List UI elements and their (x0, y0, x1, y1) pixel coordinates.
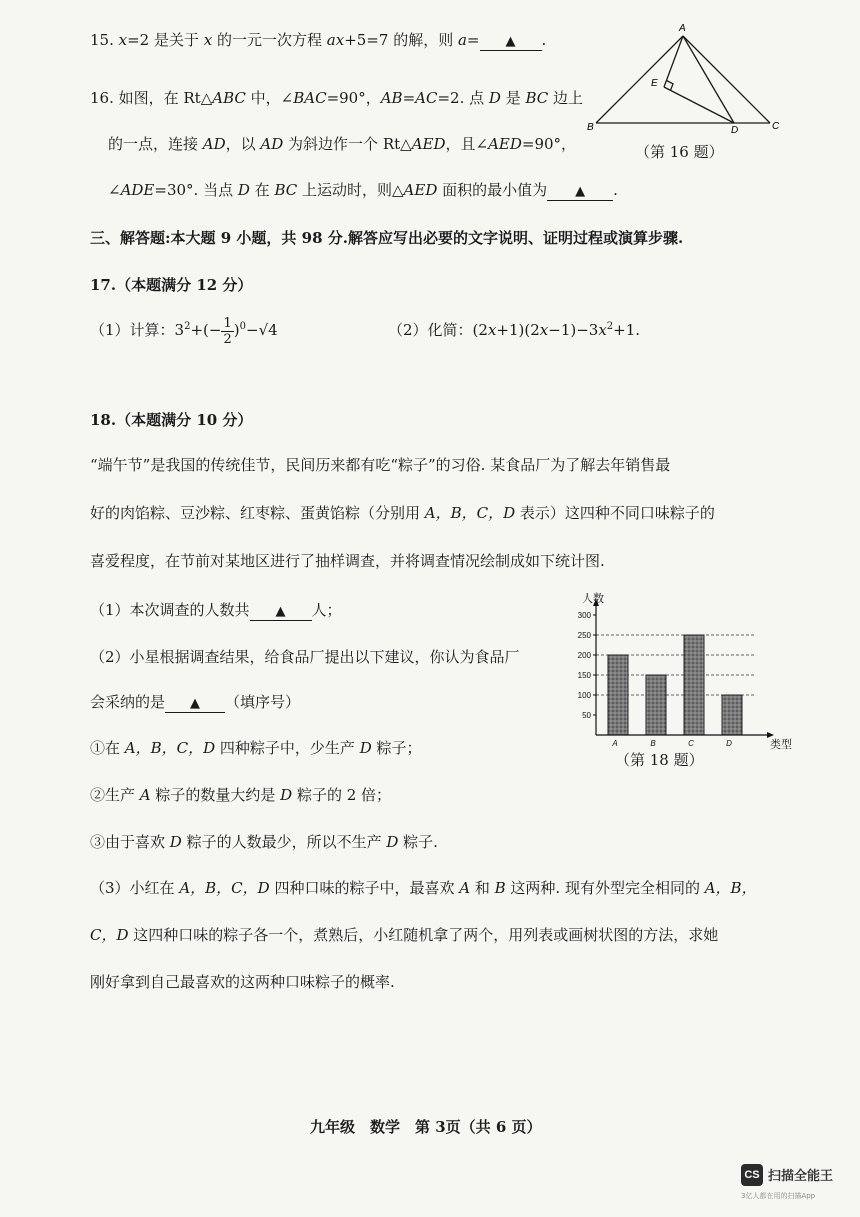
q18-intro-line-1: “端午节”是我国的传统佳节，民间历来都有吃“粽子”的习俗. 某食品厂为了解去年销售最 (90, 456, 671, 474)
q16-label-a: A (679, 23, 686, 34)
bar-B (646, 675, 666, 735)
bar-D (722, 695, 742, 735)
q17-title: 17.（本题满分 12 分） (90, 276, 253, 294)
q18-intro-line-3: 喜爱程度，在节前对某地区进行了抽样调查，并将调查情况绘制成如下统计图. (90, 552, 605, 570)
bar-A (608, 655, 628, 735)
q16-answer-blank[interactable]: ▲ (547, 182, 613, 201)
q17-part-2: （2）化简：$(2x+1)(2x-1)-3x^2+1$. (388, 321, 641, 339)
q16-label-c: C (772, 121, 780, 132)
q18-option-2: ②生产 A 粽子的数量大约是 D 粽子的 2 倍； (90, 786, 392, 804)
q15-line: 15. x=2 是关于 x 的一元一次方程 ax+5=7 的解，则 a= ▲ . (90, 31, 547, 49)
q16-line-2: 的一点，连接 AD，以 AD 为斜边作一个 Rt△AED，且∠AED=90°， (108, 135, 577, 153)
q18-option-3: ③由于喜欢 D 粽子的人数最少，所以不生产 D 粽子. (90, 833, 438, 851)
scanner-badge (741, 1160, 851, 1206)
q18-part-2-line-1: （2）小星根据调查结果，给食品厂提出以下建议，你认为食品厂 (90, 648, 520, 666)
q18-intro-line-2: 好的肉馅粽、豆沙粽、红枣粽、蛋黄馅粽（分别用 A，B，C，D 表示）这四种不同口味粽子的 (90, 504, 715, 522)
q18-title: 18.（本题满分 10 分） (90, 411, 253, 429)
x-axis-title: 类型 (770, 739, 792, 751)
q16-seg-ae (664, 36, 683, 87)
q18-part-3-line-2: C，D 这四种口味的粽子各一个，煮熟后，小红随机拿了两个，用列表或画树状图的方法，求她 (90, 926, 719, 944)
x-tick-label-C: C (688, 739, 694, 748)
q16-line-1: 16. 如图，在 Rt△ABC 中，∠BAC=90°，AB=AC=2. 点 D 是 BC 边上 (90, 89, 584, 107)
q18-part-3-line-3: 刚好拿到自己最喜欢的这两种口味粽子的概率. (90, 973, 395, 991)
q16-label-d: D (731, 125, 739, 136)
section-3-heading: 三、解答题:本大题 9 小题，共 98 分.解答应写出必要的文字说明、证明过程或演算步骤. (90, 229, 684, 247)
scanner-tagline: 3亿人都在用的扫描App (741, 1192, 816, 1200)
y-tick-label-250: 250 (577, 631, 591, 640)
q17-part-1: （1）计算：$3^2+(-$ $\frac{1}{2}$ )$^0$−√4 (90, 315, 278, 347)
y-tick-label-150: 150 (577, 671, 591, 680)
y-tick-label-50: 50 (582, 711, 591, 720)
q18-figure-caption: （第 18 题） (615, 751, 704, 769)
q17-fraction: $\frac{1}{2}$ (223, 315, 232, 347)
x-tick-label-A: A (612, 739, 618, 748)
y-tick-label-300: 300 (577, 611, 591, 620)
q18-p1-answer-blank[interactable]: ▲ (250, 602, 312, 621)
q18-part-1: （1）本次调查的人数共 ▲ 人； (90, 601, 342, 619)
q16-figure-caption: （第 16 题） (635, 143, 724, 161)
page-footer: 九年级 数学 第 3页（共 6 页） (310, 1118, 542, 1136)
q18-part-2-line-2: 会采纳的是 ▲ （填序号） (90, 693, 301, 711)
q18-option-1: ①在 A，B，C，D 四种粽子中，少生产 D 粽子； (90, 739, 422, 757)
x-tick-label-B: B (650, 739, 656, 748)
y-tick-label-100: 100 (577, 691, 591, 700)
scanner-app-name: 扫描全能王 (768, 1169, 834, 1184)
q16-label-e: E (651, 78, 658, 89)
q16-label-b: B (587, 122, 594, 133)
q16-figure (580, 20, 790, 138)
q15-answer-blank[interactable]: ▲ (480, 32, 542, 51)
q18-p2-answer-blank[interactable]: ▲ (165, 694, 225, 713)
q18-bar-chart (556, 590, 792, 760)
camscanner-logo-icon: CS (741, 1164, 763, 1186)
y-axis-title: 人数 (582, 593, 604, 605)
q18-part-3-line-1: （3）小红在 A，B，C，D 四种口味的粽子中，最喜欢 A 和 B 这两种. 现有外型完全相同的 A，B， (90, 879, 757, 897)
x-tick-label-D: D (726, 739, 732, 748)
q16-seg-ab (596, 36, 683, 123)
y-tick-label-200: 200 (577, 651, 591, 660)
bar-C (684, 635, 704, 735)
q16-line-3: ∠ADE=30°. 当点 D 在 BC 上运动时，则△AED 面积的最小值为 ▲ . (108, 181, 618, 199)
x-axis-arrow-icon (767, 732, 774, 738)
